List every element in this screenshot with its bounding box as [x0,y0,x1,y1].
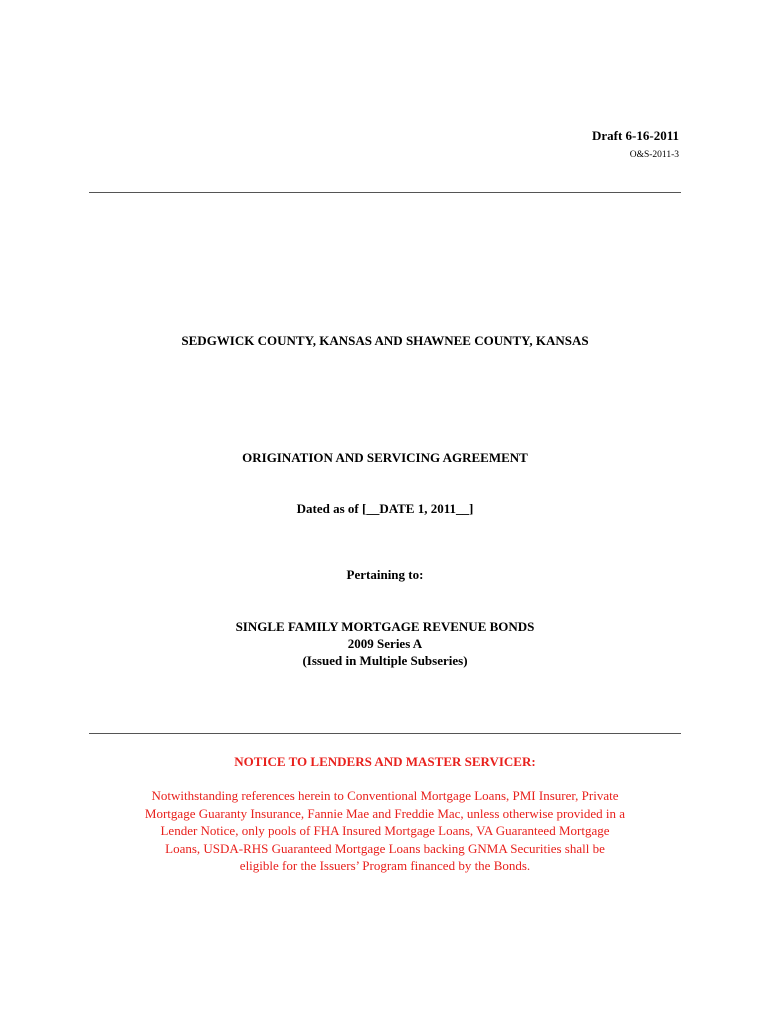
bonds-block [0,618,770,669]
draft-label: Draft 6-16-2011 [591,128,679,143]
notice-line: Mortgage Guaranty Insurance, Fannie Mae and Freddie Mac, unless otherwise provided in a [144,805,626,821]
notice-line: Lender Notice, only pools of FHA Insured Mortgage Loans, VA Guaranteed Mortgage [160,823,610,838]
bonds-title: SINGLE FAMILY MORTGAGE REVENUE BONDS [235,619,535,634]
bonds-series: 2009 Series A [347,636,423,651]
bonds-subseries: (Issued in Multiple Subseries) [302,653,468,668]
top-divider [89,192,681,193]
notice-line: Loans, USDA-RHS Guaranteed Mortgage Loans backing GNMA Securities shall be [165,840,605,856]
notice-line: eligible for the Issuers’ Program financed by the Bonds. [239,858,531,873]
notice-heading: NOTICE TO LENDERS AND MASTER SERVICER: [234,754,536,769]
parties-heading: SEDGWICK COUNTY, KANSAS AND SHAWNEE COUNTY, KANSAS [181,333,589,348]
notice-body [118,787,652,875]
notice-divider [89,733,681,734]
agreement-title: ORIGINATION AND SERVICING AGREEMENT [242,450,528,465]
document-id: O&S-2011-3 [629,150,679,160]
notice-line: Notwithstanding references herein to Conventional Mortgage Loans, PMI Insurer, Private [151,788,619,803]
dated-line: Dated as of [__DATE 1, 2011__] [296,501,474,516]
pertaining-label: Pertaining to: [346,567,424,582]
